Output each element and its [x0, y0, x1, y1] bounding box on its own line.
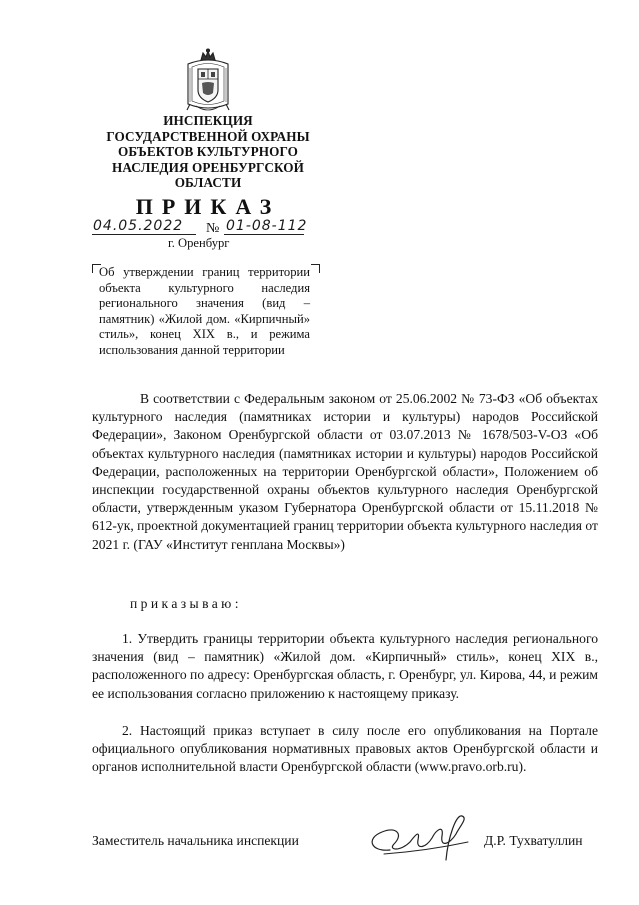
order-item-1: 1. Утвердить границы территории объекта культурного наследия регионального значения (вид – памятник) «Жилой дом. «Кирпичный» стиль», конец XIX в., расположенного по адресу: Оренбургская область, г. Оренбург, ул. Кирова, 44, и режим ее использования согласно приложению к настоящему приказу. [92, 631, 598, 701]
subject-bracket-right [311, 264, 320, 273]
org-line: ОБЛАСТИ [174, 175, 242, 191]
order-number: 01-08-112 [226, 218, 308, 234]
order-word: приказываю: [130, 596, 242, 611]
handwritten-signature [360, 808, 472, 870]
number-underline [224, 234, 304, 235]
org-line: НАСЛЕДИЯ ОРЕНБУРГСКОЙ [111, 159, 305, 175]
signatory-name: Д.Р. Тухватуллин [484, 833, 583, 848]
org-line: ИНСПЕКЦИЯ [163, 113, 253, 128]
org-line: ОБЪЕКТОВ КУЛЬТУРНОГО [117, 144, 299, 160]
document-title: ПРИКАЗ [135, 194, 281, 219]
date-underline [92, 234, 196, 235]
order-subject: Об утверждении границ территории объекта культурного наследия регионального значения (вид – памятник) «Жилой дом. «Кирпичный» стиль», конец XIX в., и режима использования данной территории [99, 265, 310, 357]
org-line: ГОСУДАРСТВЕННОЙ ОХРАНЫ [106, 128, 310, 144]
city-name: г. Оренбург [168, 236, 230, 250]
order-date: 04.05.2022 [93, 218, 184, 234]
preamble-paragraph: В соответствии с Федеральным законом от 25.06.2002 № 73-ФЗ «Об объектах культурного наследия (памятниках истории и культуры) народов Российской Федерации», Законом Оренбургской области от 03.07.2013 № 1678/503-V-ОЗ «Об объектах культурного наследия (памятниках истории и культуры) народов Российской Федерации, расположенных на территории Оренбургской области», Положением об инспекции государственной охраны объектов культурного наследия Оренбургской области, утвержденным указом Губернатора Оренбургской области от 15.11.2018 № 612-ук, проектной документацией границ территории объекта культурного наследия от 2021 г. (ГАУ «Институт генплана Москвы») [92, 391, 598, 552]
organization-name [70, 113, 346, 191]
number-sign: № [206, 221, 220, 236]
signatory-position: Заместитель начальника инспекции [92, 833, 299, 848]
order-item-2: 2. Настоящий приказ вступает в силу после его опубликования на Портале официального опубликования нормативных правовых актов Оренбургской области и органов исполнительной власти Оренбургской области (www.pravo.orb.ru). [92, 723, 598, 775]
coat-of-arms-emblem [182, 48, 234, 114]
